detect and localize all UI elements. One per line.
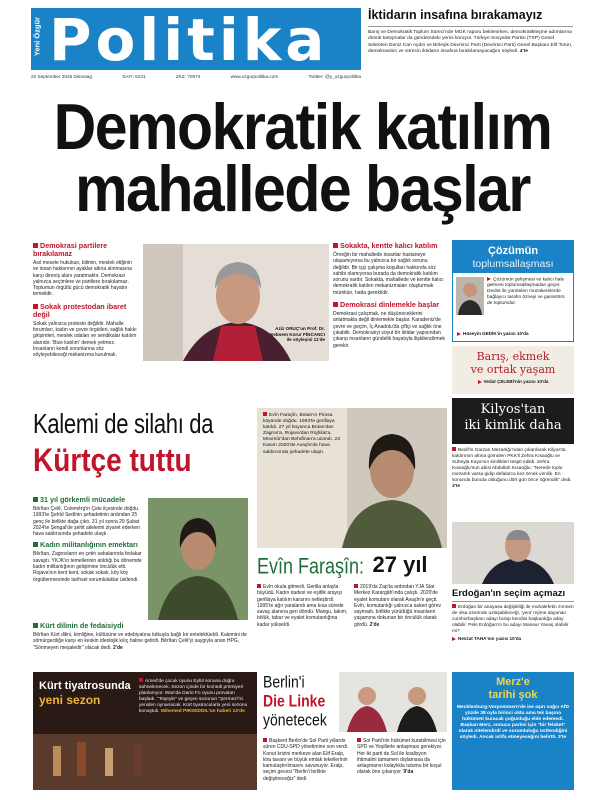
solution-subtitle: toplumsallaşması — [472, 258, 554, 270]
kurdish-headline-line1: Kalemi de silahı da — [33, 408, 214, 440]
red-square-icon — [357, 738, 361, 742]
author-portrait-icon — [456, 277, 484, 315]
section-heading: Sokakta, kentte kalıcı katılım — [333, 242, 445, 250]
peace-line1: Barış, ekmek — [476, 350, 550, 363]
issue-number: SAYI: 6231 — [122, 74, 146, 79]
red-square-icon — [333, 302, 338, 307]
section-heading: Demokrasi partilere bırakılamaz — [33, 241, 108, 258]
red-square-icon — [33, 497, 38, 502]
red-square-icon — [33, 542, 38, 547]
kilyos-title-band — [452, 398, 574, 444]
kurdish-sections — [33, 496, 145, 583]
red-square-icon — [452, 447, 456, 451]
theatre-title-line2: yeni sezon — [39, 693, 101, 707]
theatre-text: Amed'de çocuk oyunu Eylül sonuna doğru sahnelenecek. Sezon içinde bir komedi prömiyeri planlanıyor. Wan'da Dario Fo oyunu provaları başladı. "Teşeyle" ve geçen sezonun "Şermezi"si yeniden oynanacak. Kürt tiyatrocularla yeni sezonu konuştuk. Mihemed PIRSEDDIL'un haberi 12'de — [139, 679, 248, 714]
main-headline-line1: Demokratik katılım — [53, 90, 552, 164]
erdogan-title: Erdoğan'ın seçim açmazı — [452, 588, 566, 599]
masthead-info-bar — [31, 74, 361, 84]
section-heading: Kadın militanlığının emektarı — [33, 541, 145, 549]
section-text: Asıl mesele hukukun, bilimin, meslek etiğinin ve insan haklarının ayaklar altına alınmasına karşı direniş alanı yaratmaktır. Demokrasi yalnızca seçimlere ve partilere bırakılamaz. Toplumun örgütlü gücü demokratik hayatın temelidir. — [33, 260, 132, 298]
erdogan-photo — [452, 522, 574, 584]
portrait-photo — [148, 498, 248, 620]
merz-text: Mecklenburg-Vorpommern'de ise aşırı sağcı AfD yüzde 38 oyla birinci oldu ama tek başına hükümeti kuracak çoğunluğu elde edemedi. Başkan Merz, sonucu partisi için "bir felaket" olarak nitelendirdi ve sorumluluğu üstlendiğini söyledi. Ancak istifa etmeyeceğini belirtti. 3'te — [456, 705, 570, 741]
red-square-icon — [33, 304, 38, 309]
red-square-icon — [452, 604, 456, 608]
red-square-icon — [263, 412, 267, 416]
portrait-photo — [143, 244, 329, 361]
section-heading: Demokrasi dinlemekle başlar — [333, 301, 445, 309]
website-link[interactable]: www.ozgurpolitika.com — [230, 74, 279, 79]
kurdish-bottom-left — [257, 584, 349, 628]
masthead-side-text: Yeni Özgür — [32, 16, 42, 57]
masthead-logo-box — [31, 6, 361, 74]
section-heading: Kürt dilinin de fedaisiydi — [33, 622, 248, 630]
portrait-photo — [339, 672, 447, 732]
top-story-text: Barış ve Demokratik Toplum Süreci'nde MGK raporu beklenirken, demokratikleşme adımlarına dönük tartışmalar da gündemdeki yerini koruyor. Türkiye Sosyalist Partisi (TSP) Genel Sekreteri Deniz Can Aydın ve Birleşik Devrimci Parti (Devrimci Parti) Genel Başkanı Elif Torun, demokrasinin ve sürecin iktidarın insafına bırakılamayacağını söyledi. 4'te — [368, 30, 573, 54]
section-text: Sokak yalnızca protesto değildir. Mahalle forumları, kadın ve çevre örgütleri, sağlık hakkı girişimleri, meslek odaları ve sendikalar katılım alanıdır. 'Bize katılım' demek yetmez. İnsanların kendi sorunlarına söz söyleyebileceği mekanizma kurulmalı. — [33, 320, 137, 359]
masthead — [31, 8, 361, 88]
solution-title: Çözümün — [487, 245, 539, 257]
section-text: Bêrîtan, Zagrosların en çetin sahalarında fedakar savaştı. YKJK'ın temellerinin atıldığı bu dönemde kadın militanlığının gelişimine öncülük etti. Rojava'nın kent kent, sokak sokak, köy köy örgütlenmesinde tarihsel sorumluluklar üstlendi. — [33, 551, 142, 583]
red-square-icon — [257, 584, 261, 588]
kurdish-section-last — [33, 622, 248, 651]
main-photo — [143, 244, 329, 361]
section-text: Bêrîtan Çelê, Colemêrg'in Çele ilçesinde doğdu. 1993'te Şehîd Sedînin şehadetinin ardından 25 genç ile birlikte dağa çıktı. 31 yıl sonra 29 Şubat 2024'te Şengal'de şehit ailelerini ziyaret ederken hava saldırısında şehadete ulaştı. — [33, 506, 140, 538]
kilyos-text: Bedil'in Garzan Mezarlığı'ndan çıkarılarak Kilyos'ta kaldırımın altına gömülen PKK'li Zehra Kısaoğlu ve Süheyla Kaya'nın kimlikleri tespit edildi. Zehra Kısaoğlu'nun abisi Abdullah Kısaoğlu, "Nerede toplu mezarlık varsa gidip defalarca kez örnek verdik. En sonunda buruda olduğunu dört gün önce öğrendik" dedi. 3'te — [452, 448, 572, 489]
main-column-right — [333, 242, 445, 349]
peace-line2: ve ortak yaşam — [470, 363, 556, 376]
erdogan-text: Erdoğan bir anayasa değişikliği ile muhalefetin zımnen de olsa üzerinde uzlaşabileceği, 'yeni' rejime dayanan cumhurbaşkanı adayı bulup kendisi başkanlığa aday olabilir. Peki Erdoğan'ın bu adayı Mansur Yavaş olabilir mi? — [452, 605, 574, 634]
kurdish-name-bar — [257, 552, 447, 578]
berlin-photo — [339, 672, 447, 732]
portrait-photo — [452, 522, 574, 584]
top-story — [368, 8, 573, 88]
main-headline-line2: mahallede başlar — [75, 152, 530, 226]
red-square-icon — [33, 243, 38, 248]
section-heading: Sokak protestodan ibaret değil — [33, 301, 127, 319]
berlin-text-left: Başkent Berlin'de Sol Parti yıllardır süren CDU-SPD yönetimine son verdi. Konut krizini merkeze alan Elif Eralp, kira tavanı ve büyük emlak tekellerinin kamulaştırılmasını savunuyor. Eralp, seçim gecesi "Berlin'i birlikte değiştireceğiz" dedi. — [263, 738, 349, 782]
section-text: Bêrîtan Kürt dilini, kimliğine, kültürüne ve edebiyatına tutkuyla bağlı bir entelektüeldi. Kalemini de sömürgeciliğe karşı en keskin ideolojik kılıç haline getirdi. Bêrîtan Çelê'yi saygıyla anan HPG, "Sönmeyen meşaledir" olacak dedi. 2'de — [33, 632, 247, 651]
section-heading: 31 yıl görkemli mücadele — [33, 496, 145, 504]
berlin-title-line2: Die Linke — [263, 691, 326, 711]
kilyos-box — [452, 398, 574, 518]
main-column-left — [33, 242, 138, 359]
bullet-icon — [457, 332, 461, 336]
kilyos-title-line2: iki kimlik daha — [464, 418, 562, 433]
solution-author: Hüseyin GEDİK'in yazısı 10'da — [457, 331, 571, 336]
solution-title-band — [453, 241, 573, 273]
main-headline — [30, 90, 575, 226]
red-square-icon — [333, 243, 338, 248]
kurdish-headline — [33, 408, 248, 478]
name-bar-name: Evîn Faraşîn: — [257, 553, 365, 579]
peace-author: Vedat ÇELEBİ'nin yazısı 10'da — [452, 379, 574, 384]
section-text: Demokrasi çalışmak, ne düşüneceklerini anlatmakla değil dinlemekle başlar. Karadeniz'de çevre ve geçim, İç Anadolu'da çiftçi ve sağlık öne çıkabilir. Demokrasiyi soyut bir iktidar yapısından çıkarıp insanların gündelik hayatıyla ilişkilendirmek gerekir. — [333, 311, 445, 349]
solution-text: Çözümün gelişmesi ve kalıcı hale gelmesi toplumsallaşmadan geçer. Devlet ile yürütülen müzakerelerde bağlayıcı tarafın özneyi ve garantörü de toplumdur. — [487, 277, 565, 306]
issue-zkz: ZKZ: 70974 — [175, 74, 201, 79]
berlin-section — [263, 672, 447, 790]
twitter-handle[interactable]: Twitter: @y_ozgurpolitika — [308, 74, 361, 79]
peace-box — [452, 346, 574, 394]
red-square-icon — [354, 584, 358, 588]
merz-title-line2: tarihi şok — [488, 689, 538, 701]
berlin-title-line1: Berlin'i — [263, 672, 305, 692]
top-story-headline: İktidarın insafına bırakamayız — [368, 8, 543, 22]
author-photo — [456, 277, 484, 315]
berlin-title-line3: yönetecek — [263, 710, 327, 730]
erdogan-author: Nevzat TAHA'nın yazısı 10'da — [452, 636, 574, 641]
berlin-text-right: Sol Parti'nin hükümet kurabilmesi için SPD ve Yeşillerle anlaşması gerekiyor. Her iki parti de Sol ile koalisyon ihtimalini tamamen dışlamasa da anlaşmanın kolaylıkla tutumu bir koşul olarak öne çıkarıyor. 9'da — [357, 738, 446, 776]
kurdish-intro-text: Evîn Faraşîn, Botan'ın Pirosa köyünde doğdu. 1993'te gerillaya katıldı. 27 yıl boyunca Botan'dan Zagros'a, Rojava'dan Rojhilat'a, Mexmûr'dan Behdînan'a uzandı. 23 Kasım 2020'de Avaşîn'de hava saldırısında şehadete ulaştı. — [263, 413, 340, 455]
bullet-icon — [452, 637, 456, 641]
theatre-title-line1: Kürt tiyatrosunda — [39, 680, 131, 692]
merz-title-line1: Merz'e — [496, 676, 530, 688]
masthead-logo: Politika — [49, 6, 329, 74]
merz-box — [452, 672, 574, 790]
theatre-box — [33, 672, 257, 790]
kurdish-headline-line2: Kürtçe tuttu — [33, 442, 192, 478]
name-bar-years: 27 yıl — [372, 552, 428, 577]
section-text: 2019'da Zap'ta ardından YJA Star Merkez Karargâh'ında çalıştı. 2020'de eyalet komutanı olarak Avaşîn'e geçti. Evîn, komutanlığı yalnızca askeri görev saymadı, birlikte yürüdüğü insanların yaşamına dokunan bir öncülük olarak gördü. 2'de — [354, 584, 441, 628]
photo-caption: Aziz ORUÇ'un Prof. Dr. Şebnem Korur FİNCANCI ile söyleşisi 11'de — [270, 326, 325, 343]
kurdish-bottom-right — [354, 584, 447, 628]
red-square-icon — [139, 678, 143, 682]
kilyos-title-line1: Kilyos'tan — [480, 402, 546, 417]
kurdish-small-photo — [148, 498, 248, 620]
theatre-title — [39, 680, 134, 707]
red-square-icon — [33, 623, 38, 628]
section-text: Örneğin bir mahallede insanlar hastaneye ulaşamıyorsa bu yalnızca bir sağlık sorunu değildir. Bir işçi çalışma koşulları hakkında söz sahibi olamıyorsa burada da demokratik katılım sorunu vardır. Sokakta, mahallede ve kentte kalıcı demokratik katılım mekanizmaları oluşturmak mümkün, hatta gereklidir. — [333, 252, 444, 296]
berlin-title — [263, 672, 333, 730]
bullet-icon — [487, 277, 491, 281]
bullet-icon — [478, 380, 482, 384]
solution-box — [452, 240, 574, 342]
kurdish-big-photo — [257, 408, 447, 548]
erdogan-section — [452, 588, 574, 641]
section-text: Evîn okula gitmedi. Gerilla anlayla büyüdü. Kadın iradesi ve eşitlik arayışı gerillaya katılım kararını netleştirdi. 1995'te ağır yaralandı ama kısa sürede savaş alanına geri döndü. Mangu, takım, bölük, tabur ve eyalet komutanlığına kadar yükseldi. — [257, 584, 348, 628]
issue-date: 22 September 2026 Dienstag — [31, 74, 92, 79]
red-square-icon — [263, 738, 267, 742]
